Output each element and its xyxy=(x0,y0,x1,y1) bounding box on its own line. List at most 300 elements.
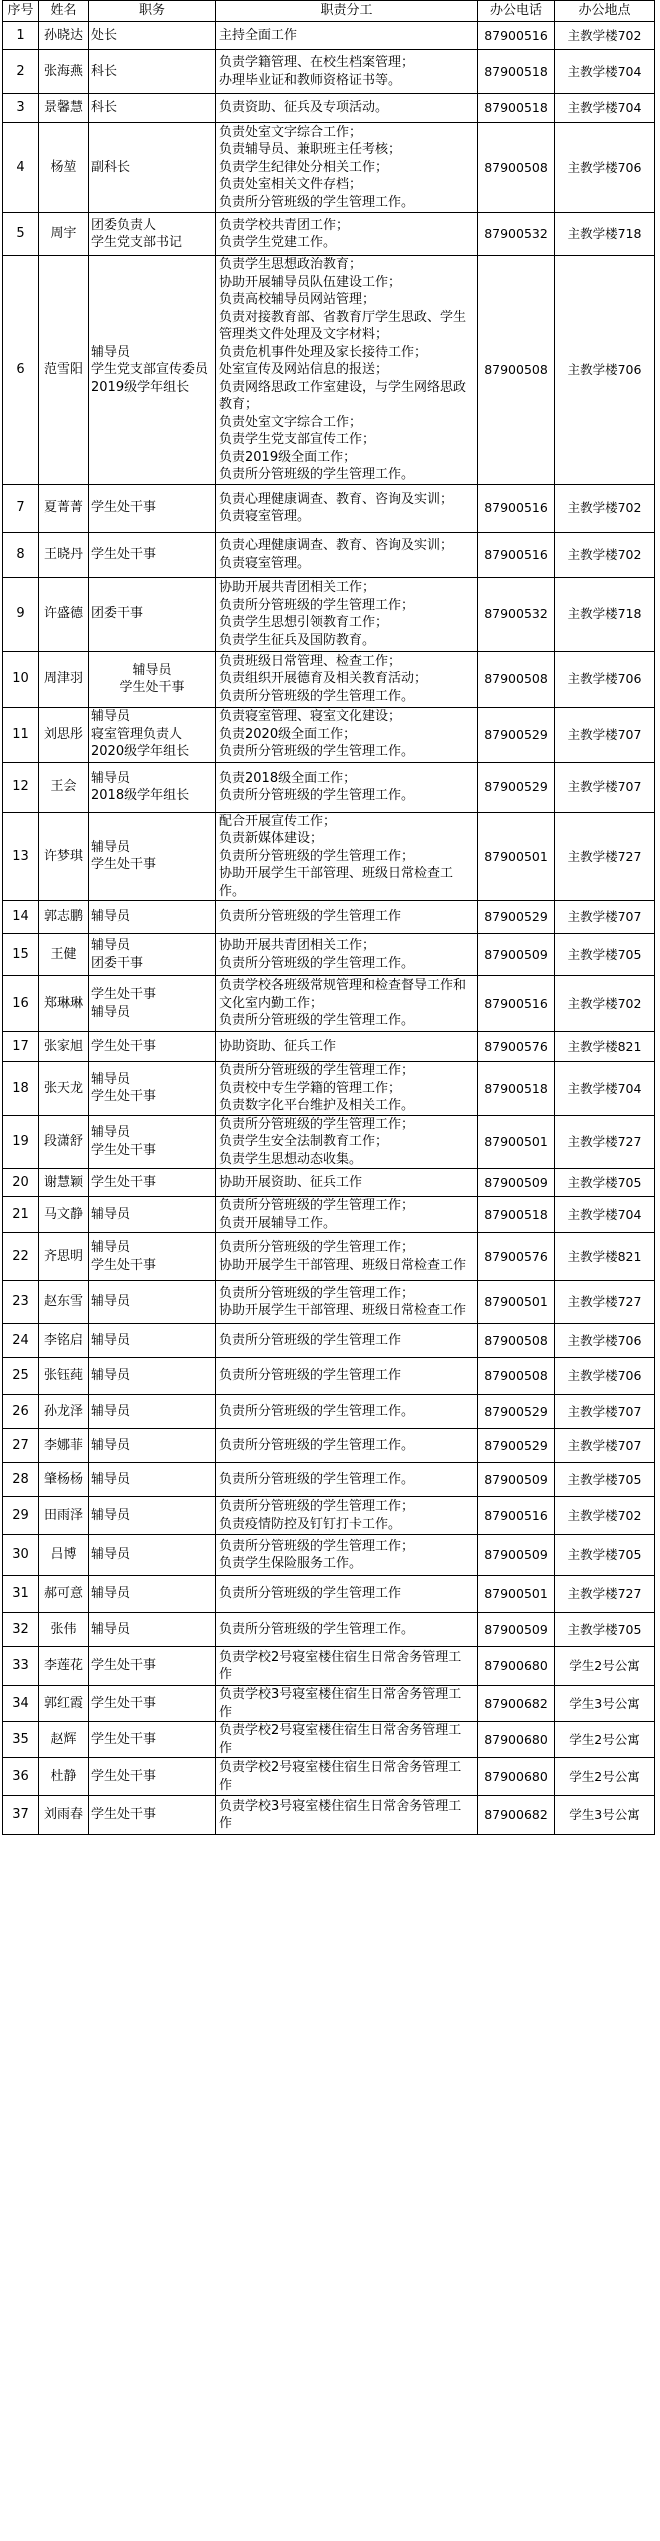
title-line: 辅导员 xyxy=(132,662,172,678)
duty-line: 负责所分管班级的学生管理工作； xyxy=(219,1240,415,1255)
office-phone: 87900501 xyxy=(478,1115,555,1169)
staff-duty-table xyxy=(2,0,655,1835)
duty-line: 负责所分管班级的学生管理工作。 xyxy=(219,1621,415,1637)
staff-title xyxy=(89,1722,216,1758)
staff-name: 赵辉 xyxy=(39,1722,89,1758)
staff-name: 许盛德 xyxy=(39,577,89,651)
staff-title xyxy=(89,50,216,94)
staff-name: 李娜菲 xyxy=(39,1429,89,1463)
office-phone: 87900509 xyxy=(478,1535,555,1576)
duty-line: 负责处室相关文件存档； xyxy=(219,177,363,193)
staff-title xyxy=(89,762,216,812)
staff-duties xyxy=(216,1062,478,1116)
staff-title xyxy=(89,532,216,577)
duty-line: 负责所分管班级的学生管理工作。 xyxy=(219,955,415,971)
row-number: 32 xyxy=(3,1613,39,1647)
title-line: 辅导员 xyxy=(91,1368,131,1384)
office-location: 主教学楼704 xyxy=(555,94,655,123)
staff-title xyxy=(89,1647,216,1686)
table-row xyxy=(3,1324,655,1358)
duty-line: 负责学生思想引领教育工作； xyxy=(219,615,389,630)
table-row xyxy=(3,707,655,762)
duty-line: 负责学生党建工作。 xyxy=(219,235,337,250)
staff-duties xyxy=(216,1233,478,1281)
title-line: 辅导员 xyxy=(91,1471,131,1487)
office-phone: 87900501 xyxy=(478,1576,555,1613)
header-row xyxy=(3,1,655,22)
staff-name: 夏菁菁 xyxy=(39,484,89,532)
duty-line: 负责寝室管理。 xyxy=(219,509,311,524)
table-body xyxy=(3,22,655,1835)
title-line: 团委干事 xyxy=(91,606,144,622)
duty-line: 负责2018级全面工作； xyxy=(219,770,357,786)
staff-duty-sheet xyxy=(2,0,654,1835)
title-line: 2018级学年组长 xyxy=(91,788,190,803)
office-phone: 87900516 xyxy=(478,484,555,532)
table-row xyxy=(3,1281,655,1324)
staff-duties xyxy=(216,1463,478,1497)
staff-title xyxy=(89,484,216,532)
office-phone: 87900529 xyxy=(478,901,555,934)
office-location: 主教学楼702 xyxy=(555,484,655,532)
title-line: 辅导员 xyxy=(91,1403,131,1419)
duty-line: 负责学校3号寝室楼住宿生日常舍务管理工作 xyxy=(219,1687,462,1720)
staff-duties xyxy=(216,1796,478,1835)
row-number: 22 xyxy=(3,1233,39,1281)
staff-duties xyxy=(216,1324,478,1358)
staff-name: 刘思彤 xyxy=(39,707,89,762)
staff-title xyxy=(89,123,216,213)
staff-name: 王会 xyxy=(39,762,89,812)
duty-line: 主持全面工作 xyxy=(219,27,298,43)
office-phone: 87900501 xyxy=(478,1281,555,1324)
duty-line: 负责所分管班级的学生管理工作； xyxy=(219,1063,415,1078)
staff-title xyxy=(89,1358,216,1395)
row-number: 33 xyxy=(3,1647,39,1686)
table-row xyxy=(3,1647,655,1686)
duty-line: 负责所分管班级的学生管理工作。 xyxy=(219,744,415,760)
title-line: 学生处干事 xyxy=(91,1807,157,1823)
duty-line: 负责所分管班级的学生管理工作。 xyxy=(219,688,415,704)
duty-line: 负责所分管班级的学生管理工作。 xyxy=(219,1471,415,1487)
title-line: 学生处干事 xyxy=(91,1768,157,1784)
staff-name: 段潇舒 xyxy=(39,1115,89,1169)
title-line: 学生处干事 xyxy=(91,500,157,516)
office-phone: 87900508 xyxy=(478,1324,555,1358)
table-row xyxy=(3,50,655,94)
staff-name: 周宇 xyxy=(39,213,89,256)
row-number: 7 xyxy=(3,484,39,532)
staff-name: 田雨泽 xyxy=(39,1497,89,1535)
office-phone: 87900529 xyxy=(478,1429,555,1463)
table-row xyxy=(3,1062,655,1116)
office-phone: 87900509 xyxy=(478,934,555,976)
staff-title xyxy=(89,577,216,651)
row-number: 17 xyxy=(3,1032,39,1062)
duty-line: 负责所分管班级的学生管理工作； xyxy=(219,1285,415,1301)
row-number: 28 xyxy=(3,1463,39,1497)
table-row xyxy=(3,1613,655,1647)
title-line: 辅导员 xyxy=(91,1507,131,1523)
office-phone: 87900518 xyxy=(478,1062,555,1116)
row-number: 25 xyxy=(3,1358,39,1395)
staff-duties xyxy=(216,577,478,651)
duty-line: 负责高校辅导员网站管理； xyxy=(219,292,376,307)
staff-title xyxy=(89,1197,216,1233)
staff-name: 杨堃 xyxy=(39,123,89,213)
staff-duties xyxy=(216,50,478,94)
duty-line: 负责所分管班级的学生管理工作； xyxy=(219,848,415,864)
table-row xyxy=(3,1197,655,1233)
row-number: 12 xyxy=(3,762,39,812)
duty-line: 负责所分管班级的学生管理工作 xyxy=(219,1586,402,1602)
staff-title xyxy=(89,1576,216,1613)
staff-name: 郝可意 xyxy=(39,1576,89,1613)
staff-name: 李莲花 xyxy=(39,1647,89,1686)
title-line: 寝室管理负责人 xyxy=(91,726,183,742)
office-location: 主教学楼727 xyxy=(555,1281,655,1324)
staff-duties xyxy=(216,707,478,762)
table-row xyxy=(3,762,655,812)
duty-line: 协助开展学生干部管理、班级日常检查工作 xyxy=(219,1303,467,1318)
duty-line: 负责危机事件处理及家长接待工作； xyxy=(219,344,428,360)
title-line: 学生处干事 xyxy=(91,1695,157,1711)
table-row xyxy=(3,1535,655,1576)
office-phone: 87900508 xyxy=(478,651,555,707)
office-location: 主教学楼707 xyxy=(555,707,655,762)
office-location: 主教学楼705 xyxy=(555,1169,655,1197)
table-row xyxy=(3,484,655,532)
office-location: 主教学楼821 xyxy=(555,1233,655,1281)
table-row xyxy=(3,976,655,1032)
office-location: 主教学楼704 xyxy=(555,50,655,94)
duty-line: 负责学校3号寝室楼住宿生日常舍务管理工作 xyxy=(219,1798,462,1831)
staff-title xyxy=(89,707,216,762)
office-location: 学生2号公寓 xyxy=(555,1647,655,1686)
title-line: 辅导员 xyxy=(91,1547,131,1563)
duty-line: 负责校中专生学籍的管理工作； xyxy=(219,1080,402,1096)
office-phone: 87900518 xyxy=(478,1197,555,1233)
office-phone: 87900509 xyxy=(478,1169,555,1197)
row-number: 36 xyxy=(3,1758,39,1796)
duty-line: 负责寝室管理、寝室文化建设； xyxy=(219,709,402,725)
row-number: 11 xyxy=(3,707,39,762)
staff-title xyxy=(89,812,216,901)
row-number: 27 xyxy=(3,1429,39,1463)
table-row xyxy=(3,901,655,934)
duty-line: 负责处室文字综合工作； xyxy=(219,414,363,430)
row-number: 9 xyxy=(3,577,39,651)
duty-line: 负责所分管班级的学生管理工作； xyxy=(219,597,415,613)
staff-title xyxy=(89,1758,216,1796)
staff-duties xyxy=(216,532,478,577)
title-line: 辅导员 xyxy=(91,1332,131,1348)
office-location: 主教学楼706 xyxy=(555,1324,655,1358)
staff-name: 赵东雪 xyxy=(39,1281,89,1324)
staff-title xyxy=(89,1115,216,1169)
staff-title xyxy=(89,256,216,485)
table-row xyxy=(3,94,655,123)
row-number: 14 xyxy=(3,901,39,934)
staff-name: 马文静 xyxy=(39,1197,89,1233)
office-phone: 87900501 xyxy=(478,812,555,901)
office-location: 主教学楼821 xyxy=(555,1032,655,1062)
title-line: 辅导员 xyxy=(91,1071,131,1087)
row-number: 35 xyxy=(3,1722,39,1758)
staff-duties xyxy=(216,1169,478,1197)
office-location: 主教学楼705 xyxy=(555,934,655,976)
staff-duties xyxy=(216,1197,478,1233)
office-phone: 87900516 xyxy=(478,22,555,50)
staff-duties xyxy=(216,651,478,707)
row-number: 10 xyxy=(3,651,39,707)
staff-duties xyxy=(216,1115,478,1169)
title-line: 学生处干事 xyxy=(91,1658,157,1674)
staff-duties xyxy=(216,94,478,123)
row-number: 26 xyxy=(3,1395,39,1429)
staff-name: 景馨慧 xyxy=(39,94,89,123)
duty-line: 协助开展辅导员队伍建设工作； xyxy=(219,274,402,290)
duty-line: 负责新媒体建设； xyxy=(219,831,324,846)
office-location: 学生3号公寓 xyxy=(555,1686,655,1722)
duty-line: 负责学籍管理、在校生档案管理； xyxy=(219,55,415,70)
table-row xyxy=(3,1115,655,1169)
row-number: 18 xyxy=(3,1062,39,1116)
office-location: 主教学楼702 xyxy=(555,1497,655,1535)
staff-title xyxy=(89,1613,216,1647)
duty-line: 协助开展共青团相关工作； xyxy=(219,938,376,953)
duty-line: 负责处室文字综合工作； xyxy=(219,124,363,140)
staff-duties xyxy=(216,762,478,812)
title-line: 辅导员 xyxy=(91,839,131,855)
title-line: 辅导员 xyxy=(91,938,131,953)
staff-duties xyxy=(216,123,478,213)
duty-line: 负责所分管班级的学生管理工作。 xyxy=(219,1403,415,1419)
duty-line: 负责学生征兵及国防教育。 xyxy=(219,632,376,648)
staff-duties xyxy=(216,1647,478,1686)
office-location: 主教学楼718 xyxy=(555,213,655,256)
office-location: 主教学楼707 xyxy=(555,1429,655,1463)
office-location: 主教学楼702 xyxy=(555,22,655,50)
duty-line: 负责疫情防控及钉钉打卡工作。 xyxy=(219,1516,402,1532)
duty-line: 配合开展宣传工作； xyxy=(219,813,337,829)
duty-line: 协助资助、征兵工作 xyxy=(219,1038,337,1054)
duty-line: 负责所分管班级的学生管理工作 xyxy=(219,909,402,925)
title-line: 团委负责人 xyxy=(91,217,157,233)
title-line: 学生处干事 xyxy=(91,1142,157,1158)
title-line: 2019级学年组长 xyxy=(91,379,190,395)
staff-name: 齐思明 xyxy=(39,1233,89,1281)
staff-title xyxy=(89,1032,216,1062)
duty-line: 负责开展辅导工作。 xyxy=(219,1215,337,1231)
office-phone: 87900680 xyxy=(478,1647,555,1686)
office-location: 主教学楼707 xyxy=(555,762,655,812)
staff-name: 范雪阳 xyxy=(39,256,89,485)
office-location: 主教学楼727 xyxy=(555,1576,655,1613)
duty-line: 负责学生纪律处分相关工作； xyxy=(219,159,389,175)
staff-title xyxy=(89,1686,216,1722)
title-line: 学生党支部书记 xyxy=(91,235,183,250)
staff-duties xyxy=(216,1281,478,1324)
staff-title xyxy=(89,1796,216,1835)
staff-name: 谢慧颖 xyxy=(39,1169,89,1197)
office-phone: 87900532 xyxy=(478,213,555,256)
title-line: 辅导员 xyxy=(91,1586,131,1602)
staff-name: 郑琳琳 xyxy=(39,976,89,1032)
duty-line: 协助开展共青团相关工作； xyxy=(219,580,376,595)
office-phone: 87900680 xyxy=(478,1722,555,1758)
table-row xyxy=(3,1463,655,1497)
office-phone: 87900576 xyxy=(478,1233,555,1281)
table-row xyxy=(3,1796,655,1835)
duty-line: 负责学校2号寝室楼住宿生日常舍务管理工作 xyxy=(219,1760,462,1793)
staff-duties xyxy=(216,1395,478,1429)
title-line: 学生处干事 xyxy=(91,1174,157,1190)
office-phone: 87900518 xyxy=(478,94,555,123)
row-number: 2 xyxy=(3,50,39,94)
header-location: 办公地点 xyxy=(555,1,655,22)
duty-line: 负责班级日常管理、检查工作； xyxy=(219,653,402,669)
staff-duties xyxy=(216,1613,478,1647)
duty-line: 负责心理健康调查、教育、咨询及实训； xyxy=(219,538,454,553)
staff-duties xyxy=(216,484,478,532)
office-phone: 87900508 xyxy=(478,1358,555,1395)
table-row xyxy=(3,1722,655,1758)
staff-name: 许梦琪 xyxy=(39,812,89,901)
staff-name: 郭红霞 xyxy=(39,1686,89,1722)
office-phone: 87900508 xyxy=(478,256,555,485)
table-row xyxy=(3,1358,655,1395)
row-number: 16 xyxy=(3,976,39,1032)
duty-line: 负责所分管班级的学生管理工作。 xyxy=(219,1013,415,1029)
duty-line: 负责所分管班级的学生管理工作。 xyxy=(219,788,415,803)
office-phone: 87900680 xyxy=(478,1758,555,1796)
duty-line: 负责学生思想政治教育； xyxy=(219,257,363,272)
table-row xyxy=(3,256,655,485)
office-location: 主教学楼718 xyxy=(555,577,655,651)
staff-name: 孙晓达 xyxy=(39,22,89,50)
duty-line: 负责心理健康调查、教育、咨询及实训； xyxy=(219,491,454,507)
duty-line: 负责学生保险服务工作。 xyxy=(219,1556,363,1571)
office-phone: 87900532 xyxy=(478,577,555,651)
staff-name: 张海燕 xyxy=(39,50,89,94)
office-phone: 87900516 xyxy=(478,976,555,1032)
duty-line: 负责对接教育部、省教育厅学生思政、学生管理类文件处理及文字材料； xyxy=(219,309,467,342)
title-line: 学生处干事 xyxy=(91,1038,157,1054)
staff-title xyxy=(89,1062,216,1116)
staff-name: 李铭启 xyxy=(39,1324,89,1358)
office-location: 主教学楼706 xyxy=(555,1358,655,1395)
title-line: 辅导员 xyxy=(91,1294,131,1310)
header-duties: 职责分工 xyxy=(216,1,478,22)
duty-line: 负责学生党支部宣传工作； xyxy=(219,432,376,447)
duty-line: 负责所分管班级的学生管理工作； xyxy=(219,1198,415,1213)
table-row xyxy=(3,1395,655,1429)
duty-line: 负责学生思想动态收集。 xyxy=(219,1151,363,1167)
staff-name: 刘雨春 xyxy=(39,1796,89,1835)
title-line: 辅导员 xyxy=(91,1004,131,1020)
staff-name: 张天龙 xyxy=(39,1062,89,1116)
duty-line: 负责所分管班级的学生管理工作。 xyxy=(219,467,415,482)
title-line: 处长 xyxy=(91,27,118,43)
title-line: 学生处干事 xyxy=(91,1731,157,1747)
header-phone: 办公电话 xyxy=(478,1,555,22)
office-location: 学生3号公寓 xyxy=(555,1796,655,1835)
header-title: 职务 xyxy=(89,1,216,22)
duty-line: 负责组织开展德育及相关教育活动； xyxy=(219,671,428,687)
staff-duties xyxy=(216,1758,478,1796)
duty-line: 协助开展学生干部管理、班级日常检查工作 xyxy=(219,1257,467,1273)
table-row xyxy=(3,123,655,213)
office-location: 主教学楼702 xyxy=(555,976,655,1032)
office-location: 主教学楼706 xyxy=(555,123,655,213)
title-line: 学生处干事 xyxy=(119,680,185,695)
table-row xyxy=(3,1032,655,1062)
office-location: 主教学楼707 xyxy=(555,1395,655,1429)
title-line: 辅导员 xyxy=(91,1437,131,1453)
staff-name: 肇杨杨 xyxy=(39,1463,89,1497)
title-line: 辅导员 xyxy=(91,770,131,786)
staff-name: 王晓丹 xyxy=(39,532,89,577)
office-phone: 87900516 xyxy=(478,532,555,577)
row-number: 8 xyxy=(3,532,39,577)
office-phone: 87900529 xyxy=(478,1395,555,1429)
staff-name: 杜静 xyxy=(39,1758,89,1796)
row-number: 30 xyxy=(3,1535,39,1576)
title-line: 副科长 xyxy=(91,159,131,175)
office-location: 主教学楼704 xyxy=(555,1062,655,1116)
row-number: 3 xyxy=(3,94,39,123)
title-line: 学生处干事 xyxy=(91,1089,157,1105)
office-location: 主教学楼705 xyxy=(555,1613,655,1647)
staff-duties xyxy=(216,934,478,976)
duty-line: 负责数字化平台维护及相关工作。 xyxy=(219,1098,415,1113)
staff-duties xyxy=(216,1576,478,1613)
staff-title xyxy=(89,94,216,123)
staff-title xyxy=(89,1281,216,1324)
row-number: 29 xyxy=(3,1497,39,1535)
office-location: 主教学楼704 xyxy=(555,1197,655,1233)
staff-name: 张家旭 xyxy=(39,1032,89,1062)
header-name: 姓名 xyxy=(39,1,89,22)
staff-title xyxy=(89,213,216,256)
duty-line: 协助开展学生干部管理、班级日常检查工作。 xyxy=(219,866,454,899)
duty-line: 负责所分管班级的学生管理工作； xyxy=(219,1499,415,1514)
duty-line: 负责所分管班级的学生管理工作 xyxy=(219,1332,402,1348)
header-number: 序号 xyxy=(3,1,39,22)
row-number: 15 xyxy=(3,934,39,976)
title-line: 辅导员 xyxy=(91,1621,131,1637)
staff-duties xyxy=(216,1497,478,1535)
row-number: 19 xyxy=(3,1115,39,1169)
duty-line: 负责所分管班级的学生管理工作； xyxy=(219,1116,415,1132)
row-number: 31 xyxy=(3,1576,39,1613)
row-number: 21 xyxy=(3,1197,39,1233)
title-line: 辅导员 xyxy=(91,909,131,925)
row-number: 13 xyxy=(3,812,39,901)
title-line: 辅导员 xyxy=(91,344,131,360)
office-phone: 87900509 xyxy=(478,1613,555,1647)
row-number: 4 xyxy=(3,123,39,213)
row-number: 24 xyxy=(3,1324,39,1358)
duty-line: 负责2020级全面工作； xyxy=(219,726,357,742)
office-phone: 87900509 xyxy=(478,1463,555,1497)
office-phone: 87900529 xyxy=(478,707,555,762)
office-location: 学生2号公寓 xyxy=(555,1722,655,1758)
title-line: 辅导员 xyxy=(91,1206,131,1222)
duty-line: 负责学生安全法制教育工作； xyxy=(219,1134,389,1149)
staff-title xyxy=(89,651,216,707)
